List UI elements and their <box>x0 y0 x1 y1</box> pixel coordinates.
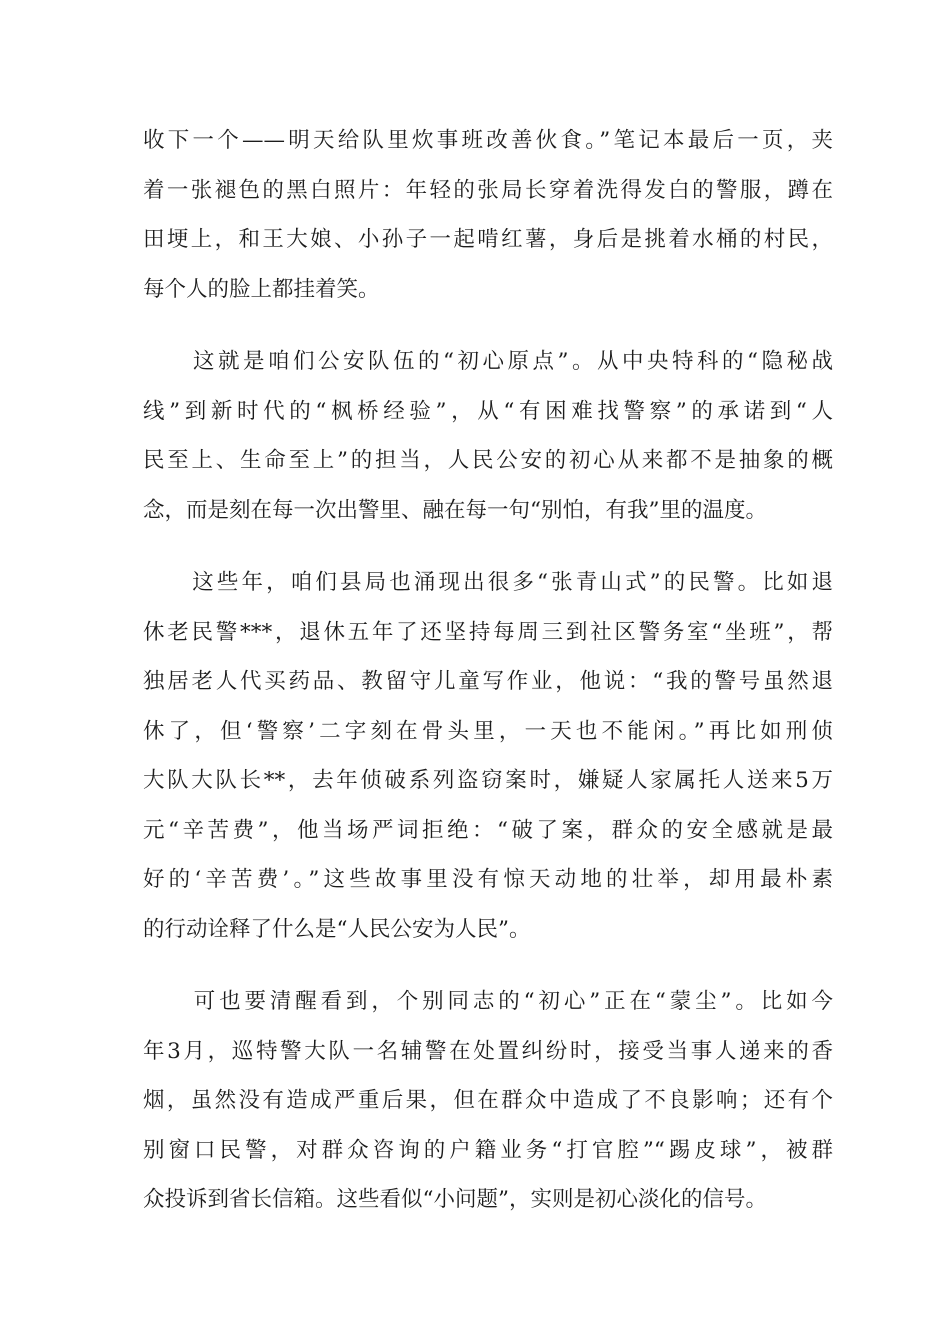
text-line: 田埂上，和王大娘、小孙子一起啃红薯，身后是挑着水桶的村民， <box>143 227 833 252</box>
text-line: 别窗口民警，对群众咨询的户籍业务“打官腔”“踢皮球”，被群 <box>143 1137 833 1163</box>
text-line: 烟，虽然没有造成严重后果，但在群众中造成了不良影响；还有个 <box>143 1088 833 1113</box>
paragraph-1 <box>143 116 833 314</box>
text-line: 念，而是刻在每一次出警里、融在每一句“别怕，有我”里的温度。 <box>143 497 767 523</box>
document-body <box>143 116 833 1225</box>
text-line: 年3月，巡特警大队一名辅警在处置纠纷时，接受当事人递来的香 <box>143 1038 833 1064</box>
text-line: 可也要清醒看到，个别同志的“初心”正在“蒙尘”。比如今 <box>143 989 833 1014</box>
text-line: 这些年，咱们县局也涌现出很多“张青山式”的民警。比如退 <box>143 570 833 595</box>
paragraph-spacer <box>143 954 833 977</box>
text-line: 休老民警***，退休五年了还坚持每周三到社区警务室“坐班”，帮 <box>143 619 833 645</box>
text-line: 好的‘辛苦费’。”这些故事里没有惊天动地的壮举，却用最朴素 <box>143 867 833 892</box>
text-line: 元“辛苦费”，他当场严词拒绝：“破了案，群众的安全感就是最 <box>143 817 833 843</box>
text-line: 大队大队长**，去年侦破系列盗窃案时，嫌疑人家属托人送来5万 <box>143 768 833 793</box>
paragraph-2 <box>143 337 833 535</box>
text-line: 每个人的脸上都挂着笑。 <box>143 276 380 302</box>
text-line: 民至上、生命至上”的担当，人民公安的初心从来都不是抽象的概 <box>143 448 833 473</box>
text-line: 众投诉到省长信箱。这些看似“小问题”，实则是初心淡化的信号。 <box>143 1187 767 1212</box>
text-line: 着一张褪色的黑白照片：年轻的张局长穿着洗得发白的警服，蹲在 <box>143 177 833 203</box>
paragraph-spacer <box>143 314 833 337</box>
paragraph-4 <box>143 977 833 1225</box>
text-line: 线”到新时代的“枫桥经验”，从“有困难找警察”的承诺到“人 <box>143 398 833 424</box>
text-line: 休了，但‘警察’二字刻在骨头里，一天也不能闲。”再比如刑侦 <box>143 718 833 744</box>
text-line: 这就是咱们公安队伍的“初心原点”。从中央特科的“隐秘战 <box>143 349 833 374</box>
paragraph-3 <box>143 558 833 954</box>
text-line: 独居老人代买药品、教留守儿童写作业，他说：“我的警号虽然退 <box>143 669 833 694</box>
text-line: 的行动诠释了什么是“人民公安为人民”。 <box>143 916 531 942</box>
text-line: 收下一个——明天给队里炊事班改善伙食。”笔记本最后一页，夹 <box>143 128 833 153</box>
paragraph-spacer <box>143 535 833 558</box>
